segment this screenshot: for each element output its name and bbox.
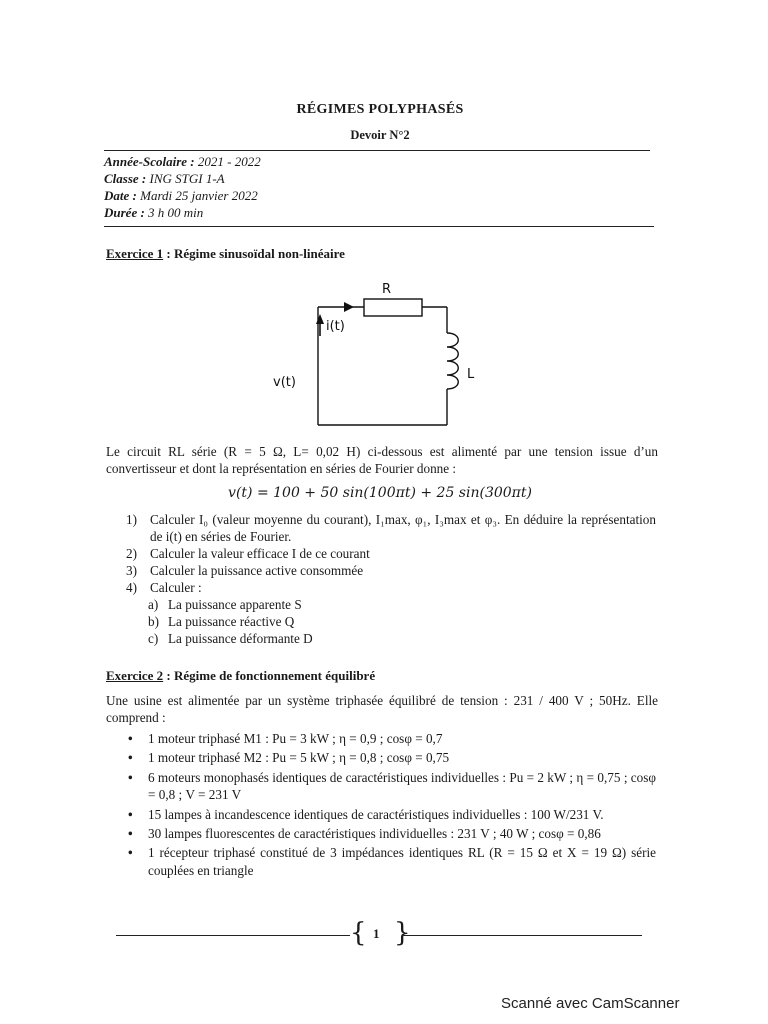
exercise-2-heading [106,668,375,684]
current-arrow-icon [316,314,324,324]
rl-circuit-diagram [0,0,768,460]
subquestion-item: a) La puissance apparente S [148,597,302,612]
page-number: 1 [373,926,380,941]
meta-year: Année-Scolaire : 2021 - 2022 [104,154,261,169]
resistor-symbol [364,299,422,316]
list-item: • 6 moteurs monophasés identiques de caractéristiques individuelles : Pu = 2 kW ; η = 0,75 ; cosφ = 0,8 ; V = 231 V [128,769,656,803]
brace-close-icon: } [394,918,411,948]
bullet-icon: • [128,769,133,785]
label-r: R [382,282,392,297]
label-l: L [467,367,475,382]
exercise-2-title: : Régime de fonctionnement équilibré [163,668,376,683]
exercise-1-label: Exercice 1 [106,246,164,261]
list-item: • 1 moteur triphasé M2 : Pu = 5 kW ; η = 0,8 ; cosφ = 0,75 [128,750,450,766]
subquestion-item: c) La puissance déformante D [148,631,313,646]
meta-class: Classe : ING STGI 1-A [104,171,225,186]
brace-open-icon: { [350,918,367,948]
exercise-1-title: : Régime sinusoïdal non-linéaire [163,246,345,261]
meta-duration: Durée : 3 h 00 min [104,205,204,220]
list-item: • 1 récepteur triphasé constitué de 3 impédances identiques RL (R = 15 Ω et X = 19 Ω) série couplées en triangle [128,845,656,878]
bullet-icon: • [128,750,133,766]
exercise-2-label: Exercice 2 [106,668,164,683]
bullet-icon: • [128,845,133,861]
question-item: 2) Calculer la valeur efficace I de ce courant [126,546,370,561]
label-v: v(t) [273,375,296,390]
question-item: 1) Calculer I₀ (valeur moyenne du courant), I₁max, φ₁, I₃max et φ₃. En déduire la représentation de i(t) en séries de Fourier. [126,512,656,544]
bullet-icon: • [128,731,133,746]
bullet-icon: • [128,826,133,842]
list-item: • 30 lampes fluorescentes de caractéristiques individuelles : 231 V ; 40 W ; cosφ = 0,86 [128,826,601,842]
page-number-block [350,918,411,948]
list-item: • 15 lampes à incandescence identiques de caractéristiques individuelles : 100 W/231 V. [128,806,604,822]
top-arrow-icon [344,302,354,312]
footer-line-left [116,935,350,936]
question-item: 4) Calculer : [126,580,202,595]
meta-date: Date : Mardi 25 janvier 2022 [104,188,258,203]
list-item: • 1 moteur triphasé M1 : Pu = 3 kW ; η = 0,9 ; cosφ = 0,7 [128,731,443,746]
fourier-equation: v(t) = 100 + 50 sin(100πt) + 25 sin(300πt) [228,485,532,501]
question-item: 3) Calculer la puissance active consommée [126,563,364,578]
footer-line-right [402,935,642,936]
exercise-1-intro: Le circuit RL série (R = 5 Ω, L= 0,02 H) ci-dessous est alimenté par une tension issue d’un convertisseur et dont la représentation en séries de Fourier donne : [106,444,658,476]
subquestion-item: b) La puissance réactive Q [148,614,295,629]
bullet-icon: • [128,806,133,822]
inductor-symbol [447,333,458,389]
page-title: RÉGIMES POLYPHASÉS [296,102,464,117]
label-i: i(t) [326,319,345,334]
camscanner-watermark: Scanné avec CamScanner [501,995,680,1012]
page-subtitle: Devoir N°2 [350,128,410,142]
exercise-1-questions [126,511,656,647]
exercise-2-items [126,730,656,881]
exercise-2-intro: Une usine est alimentée par un système triphasée équilibré de tension : 231 / 400 V ; 50Hz. Elle comprend : [106,693,658,725]
